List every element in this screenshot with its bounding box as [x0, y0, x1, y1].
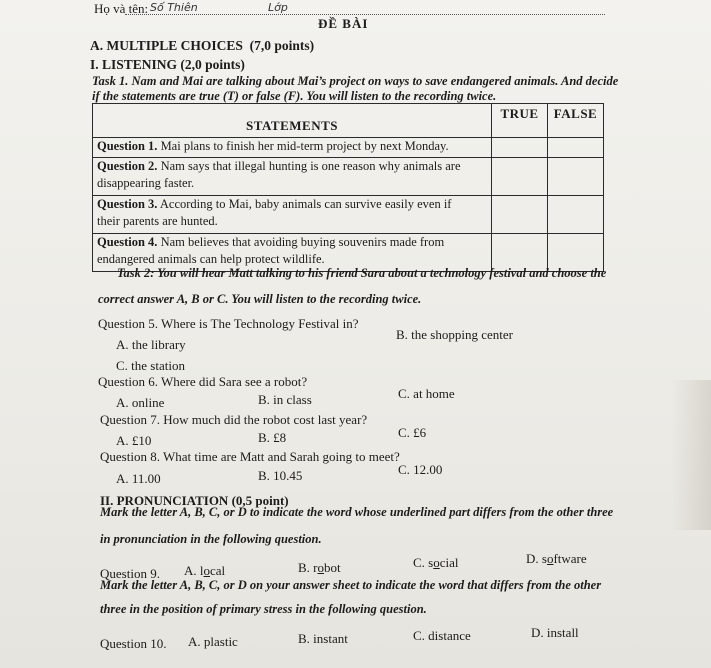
- q9-option-a[interactable]: A. local: [184, 563, 226, 578]
- q5-option-b[interactable]: B. the shopping center: [396, 327, 513, 342]
- table-row: [93, 196, 604, 234]
- student-name-handwriting: Số Thiên: [150, 1, 198, 14]
- section-a-heading: A. MULTIPLE CHOICES (7,0 points): [90, 38, 315, 53]
- false-answer-cell[interactable]: [548, 138, 604, 158]
- section-listening-heading: I. LISTENING (2,0 points): [90, 57, 245, 72]
- section-pronunciation-heading: II. PRONUNCIATION (0,5 point): [100, 493, 289, 508]
- pronunciation-instruction-line2: in pronunciation in the following question.: [100, 532, 322, 546]
- table-row: [93, 158, 604, 196]
- q8-option-b[interactable]: B. 10.45: [258, 468, 303, 483]
- true-answer-cell[interactable]: [492, 158, 548, 196]
- page-shadow: [671, 380, 711, 530]
- class-handwriting: Lớp: [268, 1, 288, 14]
- statement-cell: Question 1. Mai plans to finish her mid-term project by next Monday.: [93, 138, 492, 158]
- statement-cell: Question 2. Nam says that illegal hunting is one reason why animals are disappearing faster.: [93, 158, 492, 196]
- q6-option-c[interactable]: C. at home: [398, 386, 455, 401]
- question-9-label: Question 9.: [100, 566, 160, 581]
- task1-instruction-line1: Task 1. Nam and Mai are talking about Mai’s project on ways to save endangered animals. And decide: [92, 74, 619, 88]
- false-answer-cell[interactable]: [548, 158, 604, 196]
- stress-instruction-line1: Mark the letter A, B, C, or D on your answer sheet to indicate the word that differs from the other: [100, 578, 602, 592]
- header-statements: STATEMENTS: [93, 104, 492, 138]
- statement-cell: Question 3. According to Mai, baby animals can survive easily even if their parents are hunted.: [93, 196, 492, 234]
- q6-option-a[interactable]: A. online: [116, 395, 165, 410]
- q7-option-b[interactable]: B. £8: [258, 430, 287, 445]
- question-6-stem: Question 6. Where did Sara see a robot?: [98, 374, 308, 389]
- student-name-label: Họ và tên:: [94, 1, 149, 16]
- q8-option-c[interactable]: C. 12.00: [398, 462, 443, 477]
- true-answer-cell[interactable]: [492, 196, 548, 234]
- exam-title: ĐỀ BÀI: [318, 16, 369, 31]
- q10-option-d[interactable]: D. install: [531, 625, 579, 640]
- stress-instruction-line2: three in the position of primary stress in the following question.: [100, 602, 427, 616]
- question-5-stem: Question 5. Where is The Technology Festival in?: [98, 316, 359, 331]
- question-7-stem: Question 7. How much did the robot cost last year?: [100, 412, 368, 427]
- statement-cell: Question 4. Nam believes that avoiding buying souvenirs made from endangered animals can help protect wildlife.: [93, 234, 492, 272]
- false-answer-cell[interactable]: [548, 196, 604, 234]
- q9-option-c[interactable]: C. social: [413, 555, 459, 570]
- q9-option-d[interactable]: D. software: [526, 551, 587, 566]
- name-dotted-line: [125, 14, 605, 15]
- task2-instruction-line1: Task 2: You will hear Matt talking to his friend Sara about a technology festival and choose the: [117, 266, 607, 280]
- q10-option-a[interactable]: A. plastic: [188, 634, 238, 649]
- q10-option-c[interactable]: C. distance: [413, 628, 471, 643]
- pronunciation-instruction-line1: Mark the letter A, B, C, or D to indicate the word whose underlined part differs from the other three: [100, 505, 614, 519]
- q10-option-b[interactable]: B. instant: [298, 631, 348, 646]
- q5-option-c[interactable]: C. the station: [116, 358, 185, 373]
- header-true: TRUE: [492, 104, 548, 138]
- q6-option-b[interactable]: B. in class: [258, 392, 312, 407]
- true-answer-cell[interactable]: [492, 138, 548, 158]
- question-10-label: Question 10.: [100, 636, 167, 651]
- q8-option-a[interactable]: A. 11.00: [116, 471, 161, 486]
- q7-option-a[interactable]: A. £10: [116, 433, 152, 448]
- question-8-stem: Question 8. What time are Matt and Sarah going to meet?: [100, 449, 400, 464]
- table-row: [93, 138, 604, 158]
- q9-option-b[interactable]: B. robot: [298, 560, 341, 575]
- q7-option-c[interactable]: C. £6: [398, 425, 427, 440]
- task1-instruction-line2: if the statements are true (T) or false (F). You will listen to the recording twice.: [92, 89, 497, 103]
- q5-option-a[interactable]: A. the library: [116, 337, 186, 352]
- statements-table: [92, 103, 604, 272]
- header-false: FALSE: [548, 104, 604, 138]
- task2-instruction-line2: correct answer A, B or C. You will listen to the recording twice.: [98, 292, 422, 306]
